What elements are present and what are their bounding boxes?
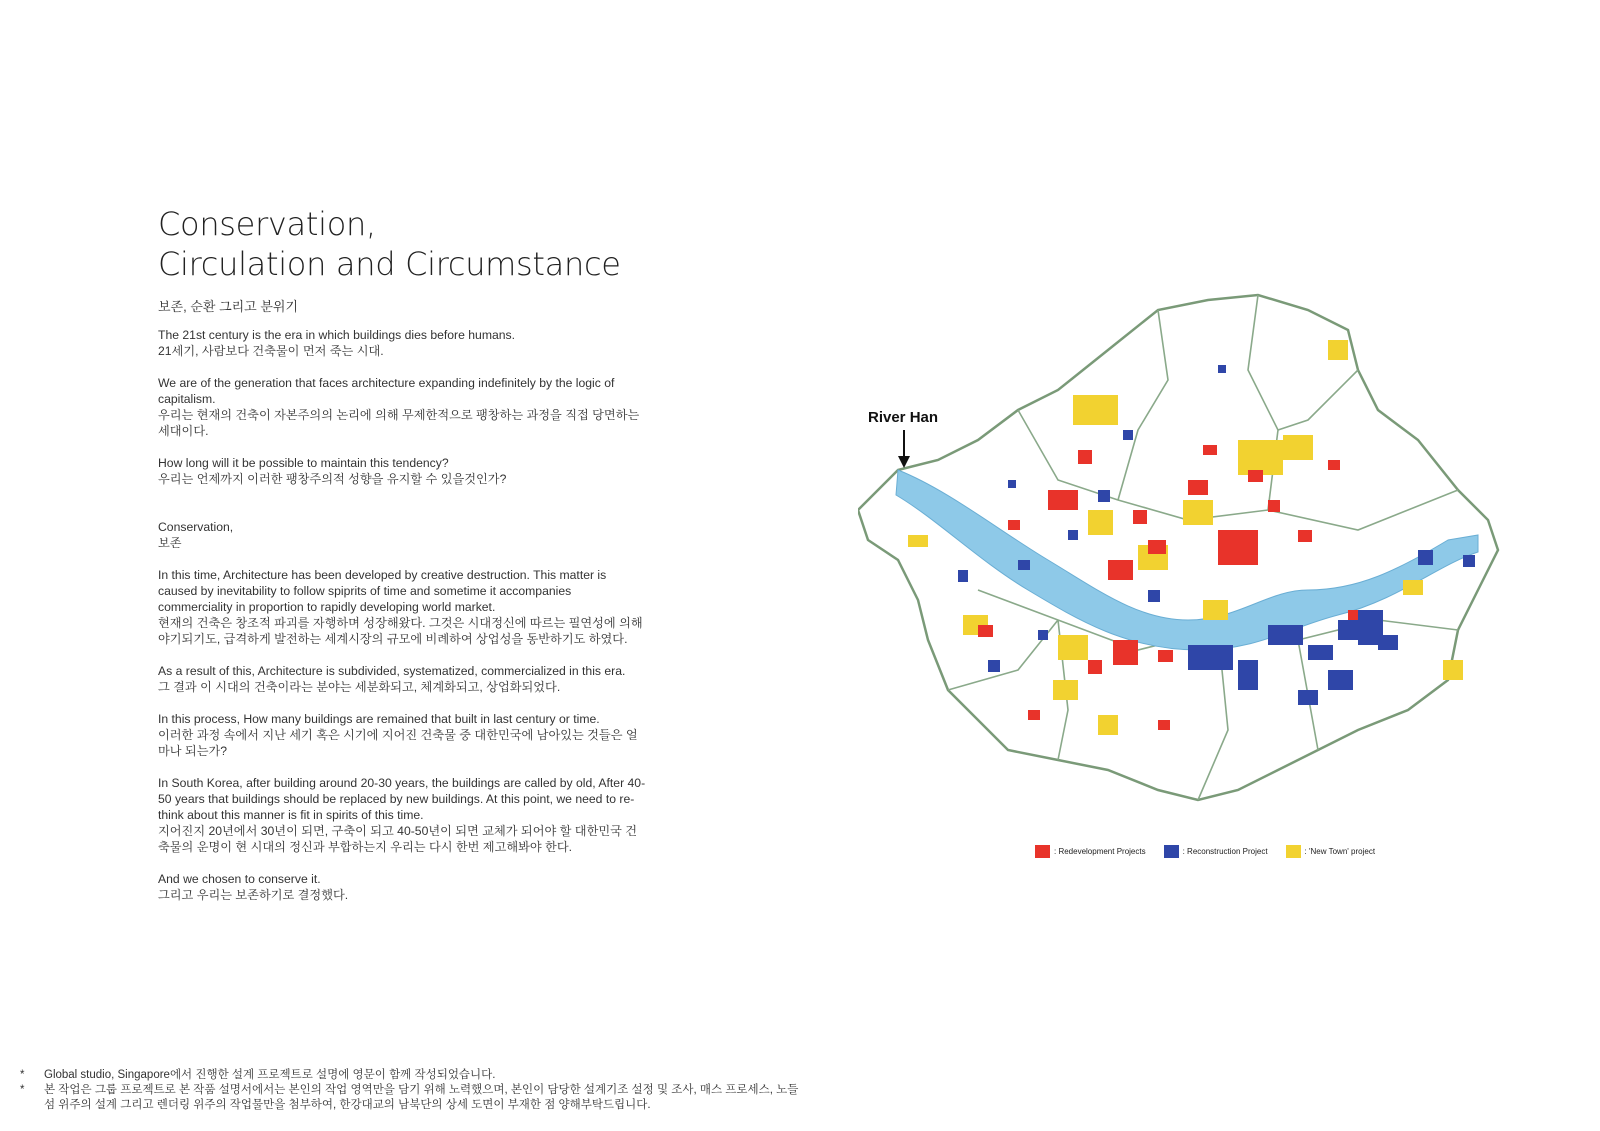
legend-item-reconstruction xyxy=(1164,845,1268,858)
paragraph-english: How long will it be possible to maintain this tendency? xyxy=(158,456,449,470)
paragraph xyxy=(158,711,648,759)
legend-item-new-town xyxy=(1286,845,1376,858)
paragraph-english: Conservation, xyxy=(158,520,234,534)
paragraph xyxy=(158,871,648,903)
red-swatch-icon xyxy=(1035,845,1050,858)
paragraph-korean: 21세기, 사람보다 건축물이 먼저 죽는 시대. xyxy=(158,344,384,358)
title-line-1: Conservation, xyxy=(158,205,376,243)
footnote xyxy=(20,1083,800,1113)
paragraph-korean: 현재의 건축은 창조적 파괴를 자행하며 성장해왔다. 그것은 시대정신에 따르는 필연성에 의해 야기되기도, 급격하게 발전하는 세계시장의 규모에 비례하여 상업성을 동반하기도 하였다. xyxy=(158,616,643,646)
paragraph xyxy=(158,375,648,439)
section-heading xyxy=(158,519,648,551)
paragraph xyxy=(158,567,648,647)
title-line-2: Circulation and Circumstance xyxy=(158,245,621,283)
footnote xyxy=(20,1068,800,1083)
page-title xyxy=(158,204,718,284)
footnote-bullet: * xyxy=(20,1069,25,1081)
footnotes xyxy=(20,1068,800,1113)
legend-label: : Redevelopment Projects xyxy=(1054,847,1146,856)
korean-subtitle: 보존, 순환 그리고 분위기 xyxy=(158,299,299,314)
paragraph-english: In this time, Architecture has been developed by creative destruction. This matter is caused by inevitability to follow spiprits of time and sometime it accompanies commerciality in proportion to rapidly developing world market. xyxy=(158,568,607,614)
paragraph xyxy=(158,663,648,695)
river-han-label: River Han xyxy=(868,409,939,426)
paragraph-korean: 지어진지 20년에서 30년이 되면, 구축이 되고 40-50년이 되면 교체가 되어야 할 대한민국 건축물의 운명이 현 시대의 정신과 부합하는지 우리는 다시 한번 제고해봐야 한다. xyxy=(158,824,638,854)
paragraph-english: As a result of this, Architecture is subdivided, systematized, commercialized in this era. xyxy=(158,664,626,678)
city-boundary xyxy=(858,295,1498,800)
legend-item-redevelopment xyxy=(1035,845,1146,858)
paragraph-korean: 보존 xyxy=(158,536,182,550)
paragraph-korean: 우리는 현재의 건축이 자본주의의 논리에 의해 무제한적으로 팽창하는 과정을 직접 당면하는 세대이다. xyxy=(158,408,640,438)
legend-label: : 'New Town' project xyxy=(1304,847,1376,856)
paragraph xyxy=(158,775,648,855)
paragraph-english: In South Korea, after building around 20-30 years, the buildings are called by old, After 40-50 years that buildings should be replaced by new buildings. At this point, we need to re-think about this manner is fit in spirits of this time. xyxy=(158,776,646,822)
paragraph-english: And we chosen to conserve it. xyxy=(158,872,321,886)
paragraph-english: We are of the generation that faces architecture expanding indefinitely by the logic of capitalism. xyxy=(158,376,615,406)
paragraph-korean: 우리는 언제까지 이러한 팽창주의적 성향을 유지할 수 있을것인가? xyxy=(158,472,507,486)
blue-swatch-icon xyxy=(1164,845,1179,858)
paragraph-korean: 그리고 우리는 보존하기로 결정했다. xyxy=(158,888,349,902)
legend-label: : Reconstruction Project xyxy=(1182,847,1268,856)
body-text xyxy=(158,327,648,919)
paragraph-english: In this process, How many buildings are remained that built in last century or time. xyxy=(158,712,600,726)
paragraph xyxy=(158,327,648,359)
seoul-project-map xyxy=(858,290,1538,840)
paragraph xyxy=(158,455,648,487)
paragraph-korean: 그 결과 이 시대의 건축이라는 분야는 세분화되고, 체계화되고, 상업화되었다. xyxy=(158,680,561,694)
footnote-text: 본 작업은 그룹 프로젝트로 본 작품 설명서에서는 본인의 작업 영역만을 담기 위해 노력했으며, 본인이 담당한 설계기조 설정 및 조사, 매스 프로세스, 노들섬 위주의 설계 그리고 렌더링 위주의 작업물만을 첨부하여, 한강대교의 남북단의 상세 도면이 부재한 점 양해부탁드립니다. xyxy=(44,1084,799,1111)
footnote-bullet: * xyxy=(20,1084,25,1096)
map-legend xyxy=(1035,845,1375,858)
footnote-text: Global studio, Singapore에서 진행한 설계 프로젝트로 설명에 영문이 함께 작성되었습니다. xyxy=(44,1069,496,1081)
yellow-swatch-icon xyxy=(1286,845,1301,858)
paragraph-korean: 이러한 과정 속에서 지난 세기 혹은 시기에 지어진 건축물 중 대한민국에 남아있는 것들은 얼마나 되는가? xyxy=(158,728,638,758)
paragraph-english: The 21st century is the era in which buildings dies before humans. xyxy=(158,328,516,342)
